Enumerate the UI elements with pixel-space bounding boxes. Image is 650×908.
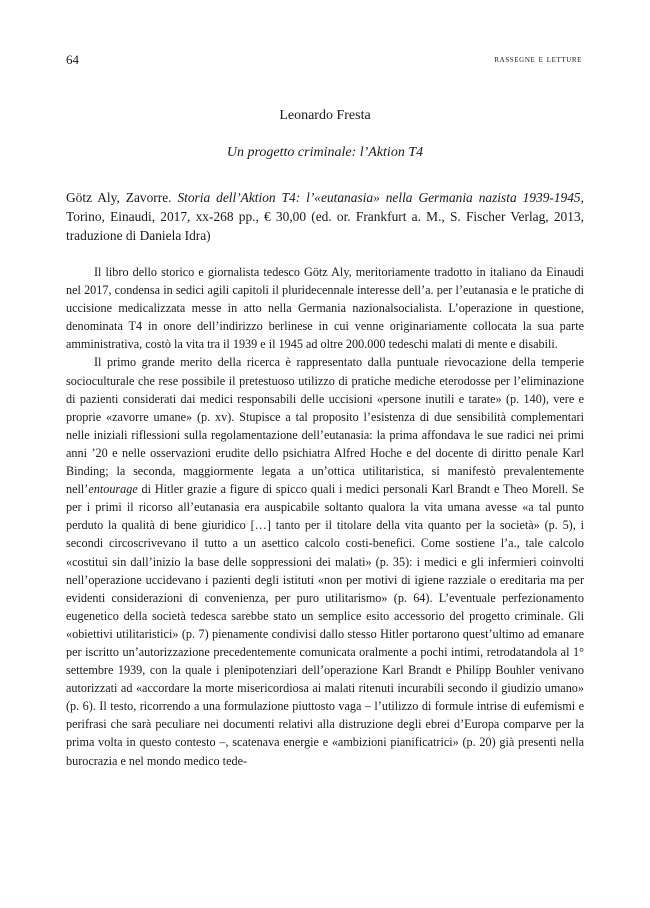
author-name: Leonardo Fresta — [279, 108, 371, 123]
citation-book-title: Storia dell’Aktion T4: l’«eutanasia» nella Germania nazista 1939-1945 — [177, 190, 581, 205]
page-number: 64 — [66, 52, 79, 67]
citation-details: , Torino, Einaudi, 2017, xx-268 pp., € 30,00 (ed. or. Frankfurt a. M., S. Fischer Verlag, 2013, traduzione di Daniela Idra) — [66, 190, 584, 244]
book-citation — [66, 188, 584, 246]
running-head: rassegne e letture — [494, 54, 582, 65]
citation-authors: Götz Aly, Zavorre. — [66, 190, 178, 205]
paragraph-1: Il libro dello storico e giornalista tedesco Götz Aly, meritoriamente tradotto in italiano da Einaudi nel 2017, condensa in sedici agili capitoli il pluridecennale interesse dell’a. per l’eutanasia e le pratiche di uccisione medicalizzata messe in atto nella Germania nazionalsocialista. L’operazione in questione, denominata T4 in onore dell’indirizzo berlinese in cui venne originariamente collocata la sua parte amministrativa, costò la vita tra il 1939 e il 1945 ad oltre 200.000 tedeschi malati di mente e disabili. — [66, 265, 584, 352]
paragraph-2-part-a: Il primo grande merito della ricerca è rappresentato dalla puntuale rievocazione della temperie socioculturale che rese possibile il pretestuoso utilizzo di pratiche mediche eterodosse per l’eliminazione di pazienti considerati dai medici responsabili delle uccisioni «persone inutili e tarate» (p. 140), vere e proprie «zavorre umane» (p. xv). Stupisce a tal proposito l’esistenza di due sensibilità complementari nelle iniziali riflessioni sulla regolamentazione dell’eutanasia: la prima affondava le sue radici nei primi anni ’20 e nelle osservazioni erudite dello psichiatra Alfred Hoche e del docente di diritto penale Karl Binding; la seconda, maggiormente legata a un’ottica utilitaristica, si manifestò prevalentemente nell’ — [66, 355, 584, 497]
article-title: Un progetto criminale: l’Aktion T4 — [226, 145, 424, 160]
paragraph-2-entourage: entourage — [88, 482, 138, 497]
review-body — [66, 263, 584, 770]
paragraph-2-part-b: di Hitler grazie a figure di spicco quali i medici personali Karl Brandt e Theo Morell. Se per i primi il ricorso all’eutanasia era auspicabile soltanto qualora la vita umana avesse «a tal punto perduto la qualità di bene giuridico […] tanto per il titolare della vita quanto per la società» (p. 5), i secondi circoscrivevano il tutto a un asettico calcolo costi-benefici. Come sostiene l’a., tale calcolo «costituì sin dall’inizio la base delle soppressioni dei malati» (p. 35): i medici e gli infermieri coinvolti nell’operazione uccidevano i pazienti degli istituti «non per motivi di igiene razziale o ereditaria ma per evidenti considerazioni di convenienza, per puro utilitarismo» (p. 64). L’eventuale perfezionamento eugenetico della società tedesca sarebbe stato un semplice esito accessorio del progetto criminale. Gli «obiettivi utilitaristici» (p. 7) pienamente condivisi dallo stesso Hitler portarono quest’ultimo ad emanare per iscritto un’autorizzazione precedentemente comunicata oralmente a pochi intimi, retrodatandola al 1° settembre 1939, con la quale i plenipotenziari dell’operazione Karl Brandt e Philipp Bouhler venivano autorizzati ad «accordare la morte misericordiosa ai malati ritenuti incurabili secondo il giudizio umano» (p. 6). Il testo, ricorrendo a una formulazione piuttosto vaga – l’utilizzo di formule intrise di eufemismi e perifrasi che sarà peculiare nei documenti relativi alla distruzione degli ebrei d’Europa comparve per la prima volta in questo contesto –, scatenava energie e «ambizioni pianificatrici» (p. 20) già presenti nella burocrazia e nel mondo medico tede- — [66, 482, 584, 768]
paragraph-2 — [66, 353, 584, 769]
